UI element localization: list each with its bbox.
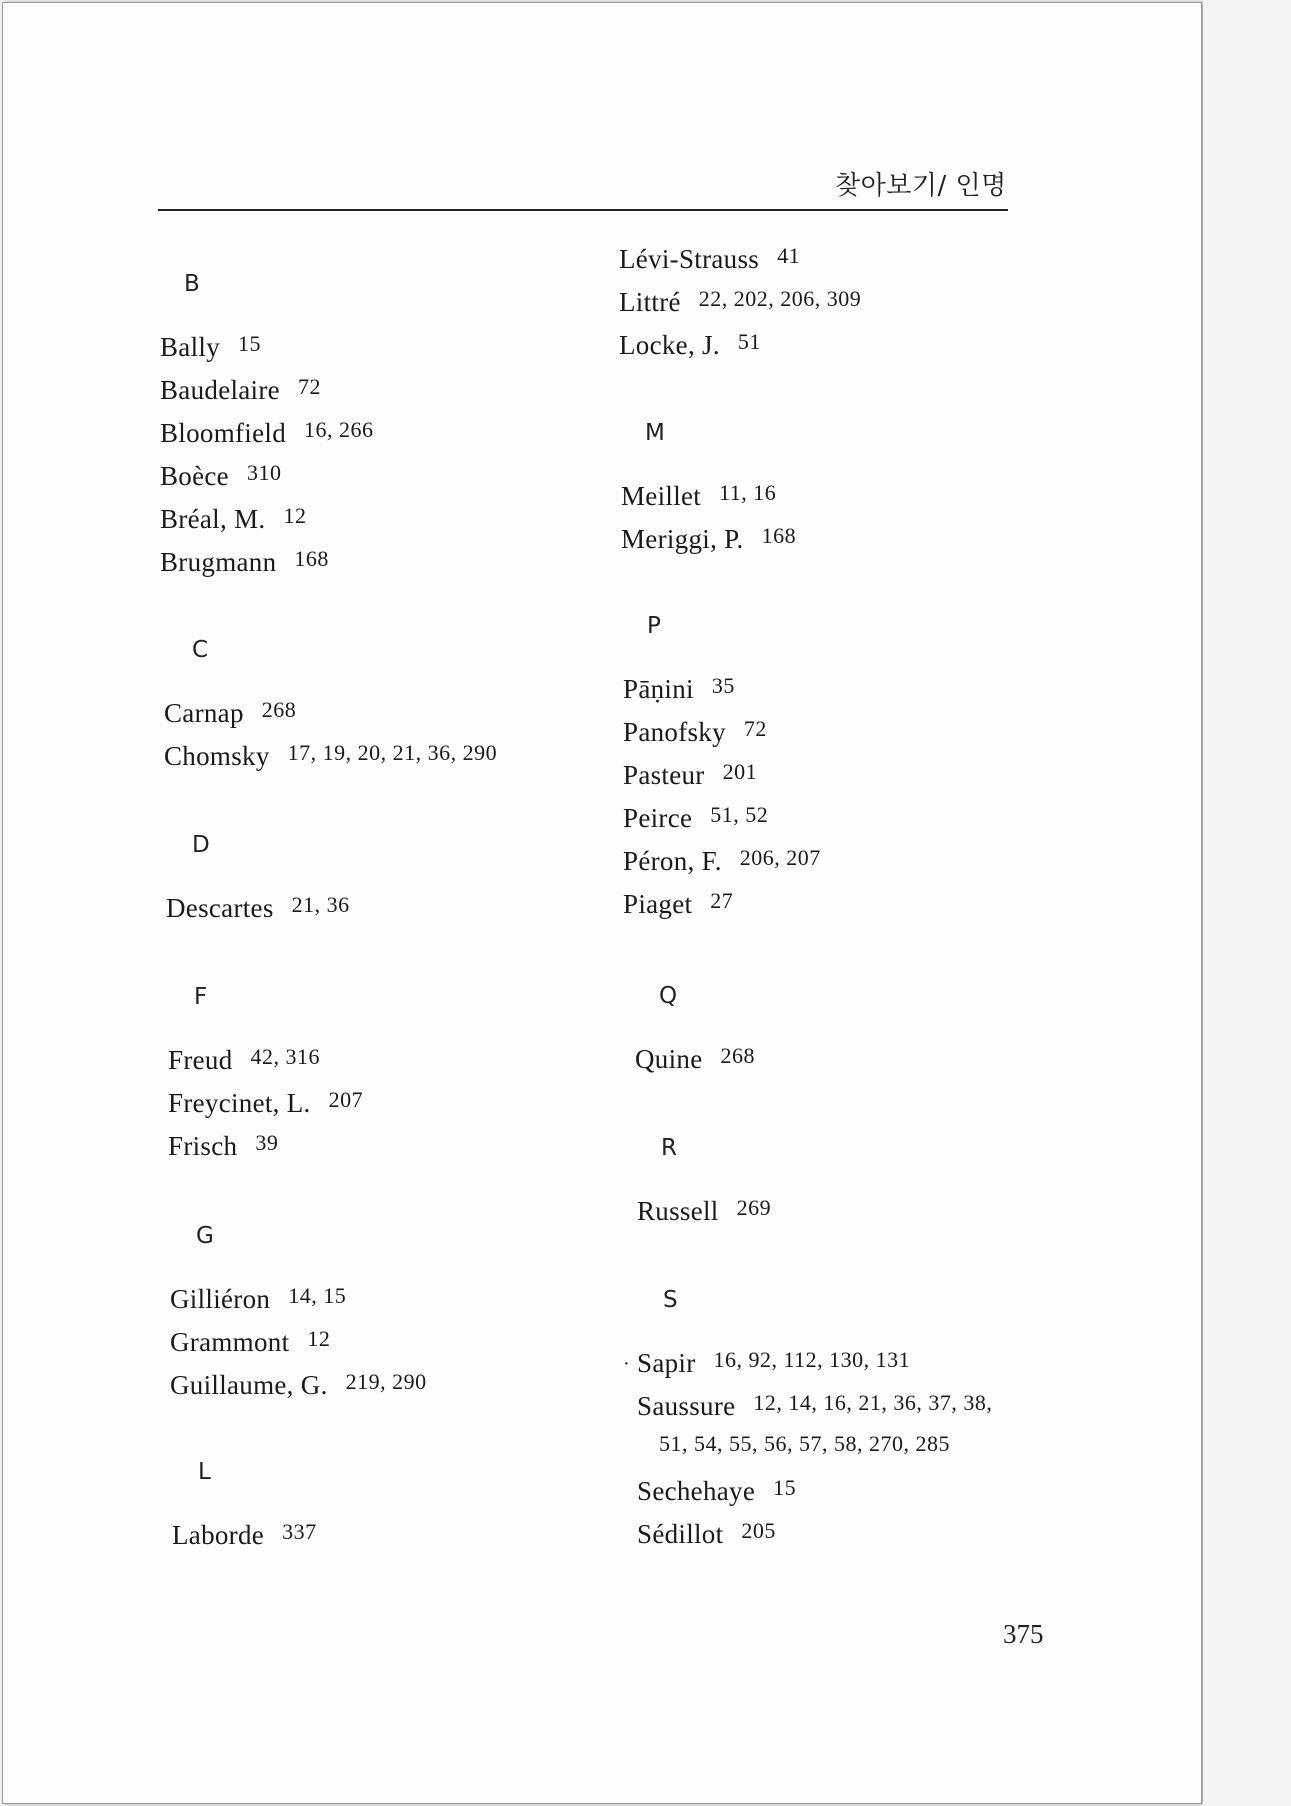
- index-entry: Descartes 21, 36: [166, 892, 350, 923]
- section-letter-q: Q: [659, 983, 678, 1009]
- index-entry: Littré 22, 202, 206, 309: [619, 286, 862, 317]
- index-entry: Laborde 337: [172, 1519, 317, 1550]
- index-entry: Guillaume, G. 219, 290: [170, 1369, 427, 1400]
- index-entry: Sapir 16, 92, 112, 130, 131: [637, 1347, 911, 1378]
- index-entry: Freycinet, L. 207: [168, 1087, 364, 1118]
- section-letter-p: P: [647, 613, 661, 639]
- book-page: [2, 2, 1202, 1804]
- index-entry: Meillet 11, 16: [621, 480, 777, 511]
- index-entry: Panofsky 72: [623, 716, 767, 747]
- index-entry: Sechehaye 15: [637, 1475, 797, 1506]
- index-entry: Baudelaire 72: [160, 374, 321, 405]
- index-entry: Péron, F. 206, 207: [623, 845, 821, 876]
- index-entry: Russell 269: [637, 1195, 772, 1226]
- index-entry: Quine 268: [635, 1043, 755, 1074]
- stray-mark: ·: [623, 1353, 630, 1375]
- section-letter-b: B: [184, 271, 200, 297]
- index-entry: Grammont 12: [170, 1326, 331, 1357]
- section-letter-g: G: [196, 1223, 214, 1249]
- index-entry: Bally 15: [160, 331, 261, 362]
- index-entry: Sédillot 205: [637, 1518, 776, 1549]
- index-entry: Boèce 310: [160, 460, 282, 491]
- index-entry: Pasteur 201: [623, 759, 758, 790]
- header-rule: [158, 209, 1008, 211]
- index-entry-continuation: 51, 54, 55, 56, 57, 58, 270, 285: [659, 1431, 950, 1456]
- index-entry: Meriggi, P. 168: [621, 523, 797, 554]
- index-entry: Frisch 39: [168, 1130, 279, 1161]
- index-entry: Locke, J. 51: [619, 329, 761, 360]
- section-letter-m: M: [645, 420, 665, 446]
- section-letter-l: L: [198, 1459, 211, 1485]
- index-entry: Chomsky 17, 19, 20, 21, 36, 290: [164, 740, 498, 771]
- section-letter-r: R: [661, 1135, 677, 1161]
- index-entry: Bloomfield 16, 266: [160, 417, 374, 448]
- section-letter-s: S: [663, 1287, 678, 1313]
- index-entry: Carnap 268: [164, 697, 297, 728]
- index-entry: Saussure 12, 14, 16, 21, 36, 37, 38,: [637, 1390, 993, 1421]
- index-entry: Pāṇini 35: [623, 673, 735, 704]
- index-entry: Piaget 27: [623, 888, 734, 919]
- viewer-margin: [1203, 0, 1291, 1806]
- section-letter-d: D: [192, 832, 210, 858]
- index-entry: Freud 42, 316: [168, 1044, 320, 1075]
- index-entry: Bréal, M. 12: [160, 503, 307, 534]
- index-entry: Gilliéron 14, 15: [170, 1283, 347, 1314]
- running-header: 찾아보기/ 인명: [835, 171, 1007, 201]
- page-number: 375: [1003, 1619, 1044, 1649]
- index-entry: Lévi-Strauss 41: [619, 243, 801, 274]
- index-entry: Brugmann 168: [160, 546, 329, 577]
- section-letter-f: F: [194, 984, 208, 1010]
- section-letter-c: C: [192, 637, 209, 663]
- index-entry: Peirce 51, 52: [623, 802, 769, 833]
